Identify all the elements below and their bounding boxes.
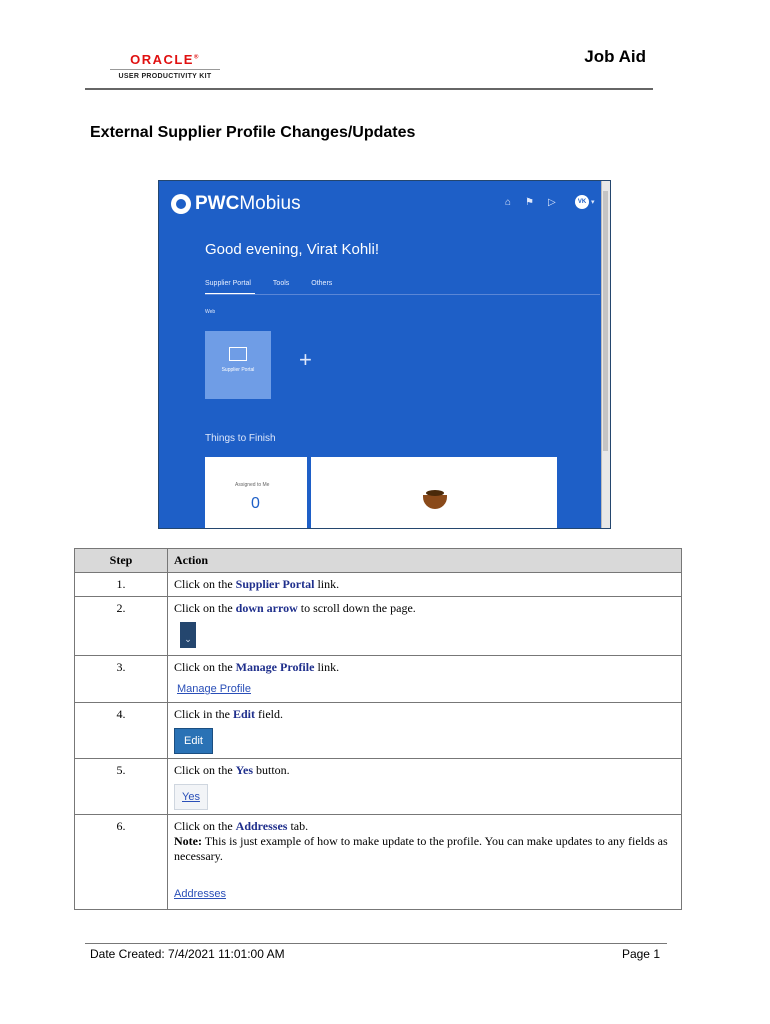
steps-table [74, 548, 682, 910]
empty-state-card [311, 457, 557, 529]
chevron-down-icon[interactable]: ▾ [591, 199, 595, 206]
tab-others[interactable]: Others [311, 280, 333, 287]
header-rule [85, 88, 653, 90]
step-number: 5. [75, 759, 168, 815]
home-icon[interactable]: ⌂ [505, 197, 512, 208]
step-number: 2. [75, 597, 168, 656]
doc-type-label: Job Aid [584, 47, 646, 66]
tab-supplier-portal[interactable]: Supplier Portal [205, 280, 251, 287]
table-row [75, 703, 682, 759]
tools-icon[interactable]: ⚑ [525, 197, 535, 208]
step-action: Click in the Edit field. Edit [168, 703, 682, 759]
step-number: 1. [75, 573, 168, 597]
date-created: Date Created: 7/4/2021 11:01:00 AM [90, 947, 285, 961]
manage-profile-link[interactable]: Manage Profile [177, 683, 251, 695]
step-action: Click on the down arrow to scroll down the page. ⌄ [168, 597, 682, 656]
add-icon[interactable]: + [299, 347, 312, 372]
step-number: 4. [75, 703, 168, 759]
note-label: Note: [174, 834, 202, 848]
empty-pot-icon [423, 495, 447, 509]
logo-subtitle: USER PRODUCTIVITY KIT [118, 73, 212, 80]
scrollbar-thumb[interactable] [603, 191, 608, 451]
page-title: External Supplier Profile Changes/Updates [90, 124, 416, 141]
section-label: Web [205, 309, 216, 315]
table-row [75, 759, 682, 815]
active-tab-indicator [205, 293, 255, 294]
greeting: Good evening, Virat Kohli! [205, 241, 380, 258]
logo-divider [110, 69, 220, 70]
table-header-row [75, 549, 682, 573]
tab-tools[interactable]: Tools [272, 280, 290, 287]
portal-icon [229, 347, 247, 361]
card-count: 0 [251, 495, 260, 512]
oracle-wordmark: ORACLE® [130, 52, 200, 67]
table-row [75, 597, 682, 656]
table-row [75, 815, 682, 910]
action-column-header: Action [168, 549, 682, 573]
app-screenshot [158, 180, 611, 529]
step-action: Click on the Addresses tab. Note: This is just example of how to make update to the profile. You can make updates to any fields as necessary. Addresses [168, 815, 682, 910]
note-text: This is just example of how to make update to the profile. You can make updates to any fields as necessary. [174, 834, 668, 863]
header-icons [505, 197, 556, 208]
table-row [75, 656, 682, 703]
scrollbar[interactable] [601, 181, 610, 528]
step-number: 3. [75, 656, 168, 703]
edit-button[interactable]: Edit [174, 728, 213, 754]
supplier-portal-tile[interactable] [205, 331, 271, 399]
brand-logo-icon [171, 194, 191, 214]
step-action: Click on the Manage Profile link. Manage Profile [168, 656, 682, 703]
card-label: Assigned to Me [235, 482, 270, 488]
app-brand: PWC Mobius [171, 193, 301, 215]
table-row [75, 573, 682, 597]
assigned-card[interactable] [205, 457, 307, 529]
step-column-header: Step [75, 549, 168, 573]
tile-label: Supplier Portal [221, 367, 255, 373]
notifications-icon[interactable]: ▷ [548, 197, 556, 208]
step-number: 6. [75, 815, 168, 910]
footer-rule [85, 943, 667, 944]
oracle-upk-logo [110, 52, 220, 80]
app-tabs [205, 280, 332, 287]
avatar[interactable]: VK [575, 195, 589, 209]
step-action: Click on the Yes button. Yes [168, 759, 682, 815]
addresses-tab-link[interactable]: Addresses [174, 888, 226, 900]
down-arrow-button[interactable]: ⌄ [180, 622, 196, 648]
things-to-finish-heading: Things to Finish [205, 433, 276, 444]
step-action: Click on the Supplier Portal link. [168, 573, 682, 597]
tab-divider [205, 294, 600, 295]
page-number: Page 1 [621, 947, 660, 961]
yes-button[interactable]: Yes [174, 784, 208, 810]
